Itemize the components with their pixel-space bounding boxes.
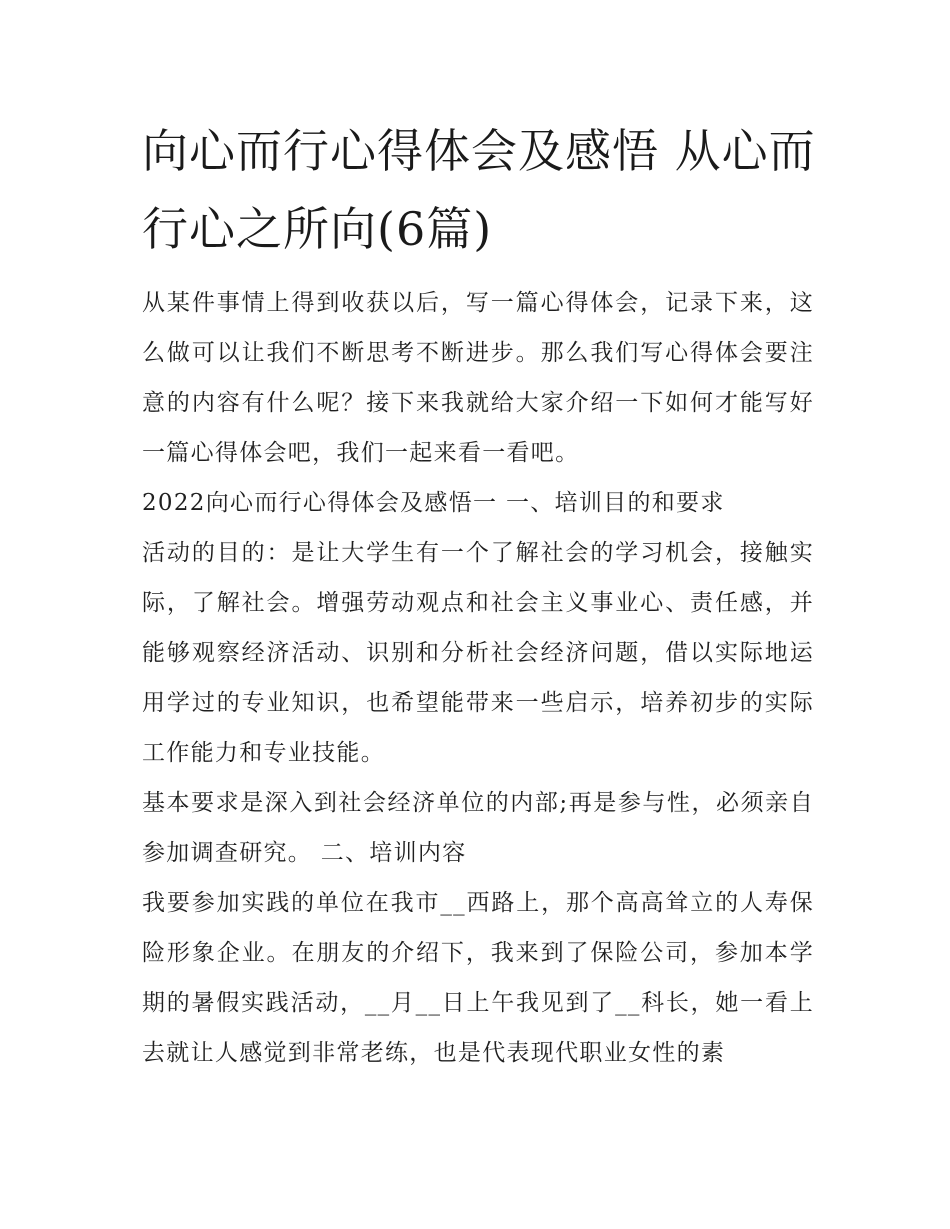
intro-paragraph: 从某件事情上得到收获以后，写一篇心得体会，记录下来，这么做可以让我们不断思考不断进步。那么我们写心得体会要注意的内容有什么呢？接下来我就给大家介绍一下如何才能写好一篇心得体会吧，我们一起来看一看吧。 (142, 290, 814, 466)
activity-purpose-paragraph: 活动的目的：是让大学生有一个了解社会的学习机会，接触实际，了解社会。增强劳动观点和社会主义事业心、责任感，并能够观察经济活动、识别和分析社会经济问题，借以实际地运用学过的专业知识，也希望能带来一些启示，培养初步的实际工作能力和专业技能。 (142, 540, 814, 766)
section-heading-training-goals: 2022向心而行心得体会及感悟一 一、培训目的和要求 (142, 490, 725, 516)
document-title: 向心而行心得体会及感悟 从心而行心之所向(6篇) (142, 124, 816, 256)
basic-requirements-paragraph: 基本要求是深入到社会经济单位的内部;再是参与性，必须亲自参加调查研究。 二、培训内容 (142, 790, 814, 866)
practice-unit-paragraph: 我要参加实践的单位在我市__西路上，那个高高耸立的人寿保险形象企业。在朋友的介绍下，我来到了保险公司，参加本学期的暑假实践活动，__月__日上午我见到了__科长，她一看上去就让人感觉到非常老练，也是代表现代职业女性的素 (142, 890, 814, 1066)
document-body (142, 278, 814, 1078)
